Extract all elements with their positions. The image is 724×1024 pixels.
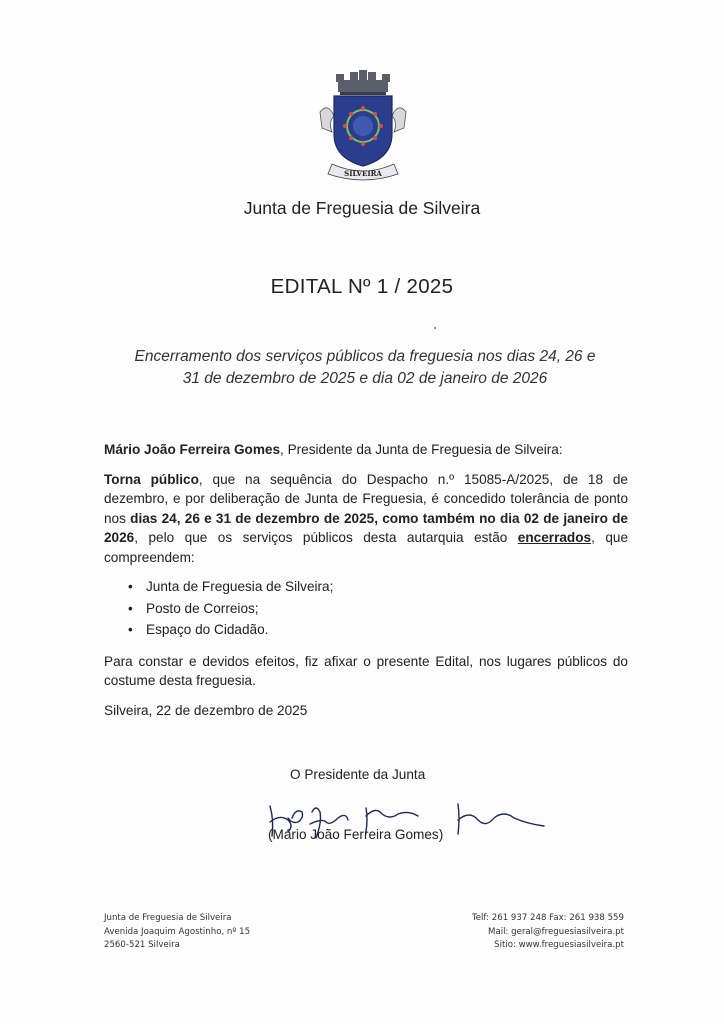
place-date: Silveira, 22 de dezembro de 2025 bbox=[104, 702, 308, 718]
president-name: Mário João Ferreira Gomes bbox=[104, 442, 281, 457]
bullet-icon: • bbox=[128, 600, 133, 616]
announcement-text-c: , que compreendem: bbox=[104, 530, 629, 565]
announcement-text-a: , que na sequência do Despacho n.º 15085-A/2025, de 18 de dezembro, e por deliberação de Junta de Freguesia, é concedido tolerância de ponto nos bbox=[104, 471, 628, 526]
footer-line: 2560-521 Silveira bbox=[104, 940, 180, 950]
footer-address bbox=[104, 912, 250, 953]
signatory-name: (Mário João Ferreira Gomes) bbox=[268, 827, 444, 842]
services-list bbox=[104, 577, 628, 640]
announcement-text-b: , pelo que os serviços públicos desta autarquia estão bbox=[134, 530, 518, 545]
footer-website: Sitio: www.freguesiasilveira.pt bbox=[494, 940, 624, 950]
intro-paragraph bbox=[104, 440, 628, 460]
footer-email: Mail: geral@freguesiasilveira.pt bbox=[488, 926, 624, 937]
subtitle-line-2: 31 de dezembro de 2025 e dia 02 de janeiro de 2026 bbox=[182, 370, 548, 387]
footer-line: Avenida Joaquim Agostinho, nº 15 bbox=[104, 926, 251, 937]
bullet-icon: • bbox=[128, 622, 133, 637]
footer-phone: Telf: 261 937 248 Fax: 261 938 559 bbox=[471, 913, 624, 923]
closed-keyword: encerrados bbox=[517, 530, 592, 545]
announcement-lead: Torna público bbox=[104, 471, 199, 487]
document-title: EDITAL Nº 1 / 2025 bbox=[270, 275, 454, 298]
document-subtitle bbox=[100, 346, 630, 390]
speck bbox=[434, 327, 436, 329]
list-item: • Junta de Freguesia de Silveira; bbox=[104, 577, 628, 597]
list-item: • Posto de Correios; bbox=[104, 599, 628, 619]
announcement-dates: dias 24, 26 e 31 de dezembro de 2025, como também no dia 02 de janeiro de 2026 bbox=[104, 510, 628, 545]
svg-text:SILVEIRA: SILVEIRA bbox=[344, 169, 382, 178]
signature-title: O Presidente da Junta bbox=[290, 767, 426, 782]
organization-heading: Junta de Freguesia de Silveira bbox=[243, 198, 481, 218]
list-item: • Espaço do Cidadão. bbox=[104, 620, 628, 640]
closing-paragraph: Para constar e devidos efeitos, fiz afixar o presente Edital, nos lugares públicos do costume desta freguesia. bbox=[104, 653, 628, 688]
intro-text: , Presidente da Junta de Freguesia de Silveira: bbox=[280, 442, 563, 457]
document-body bbox=[104, 440, 628, 730]
footer-contacts bbox=[472, 912, 624, 953]
subtitle-line-1: Encerramento dos serviços públicos da freguesia nos dias 24, 26 e bbox=[134, 348, 596, 365]
footer-line: Junta de Freguesia de Silveira bbox=[104, 913, 232, 923]
bullet-icon: • bbox=[128, 579, 133, 594]
announcement-paragraph bbox=[104, 470, 628, 568]
coat-of-arms-logo bbox=[310, 70, 416, 182]
